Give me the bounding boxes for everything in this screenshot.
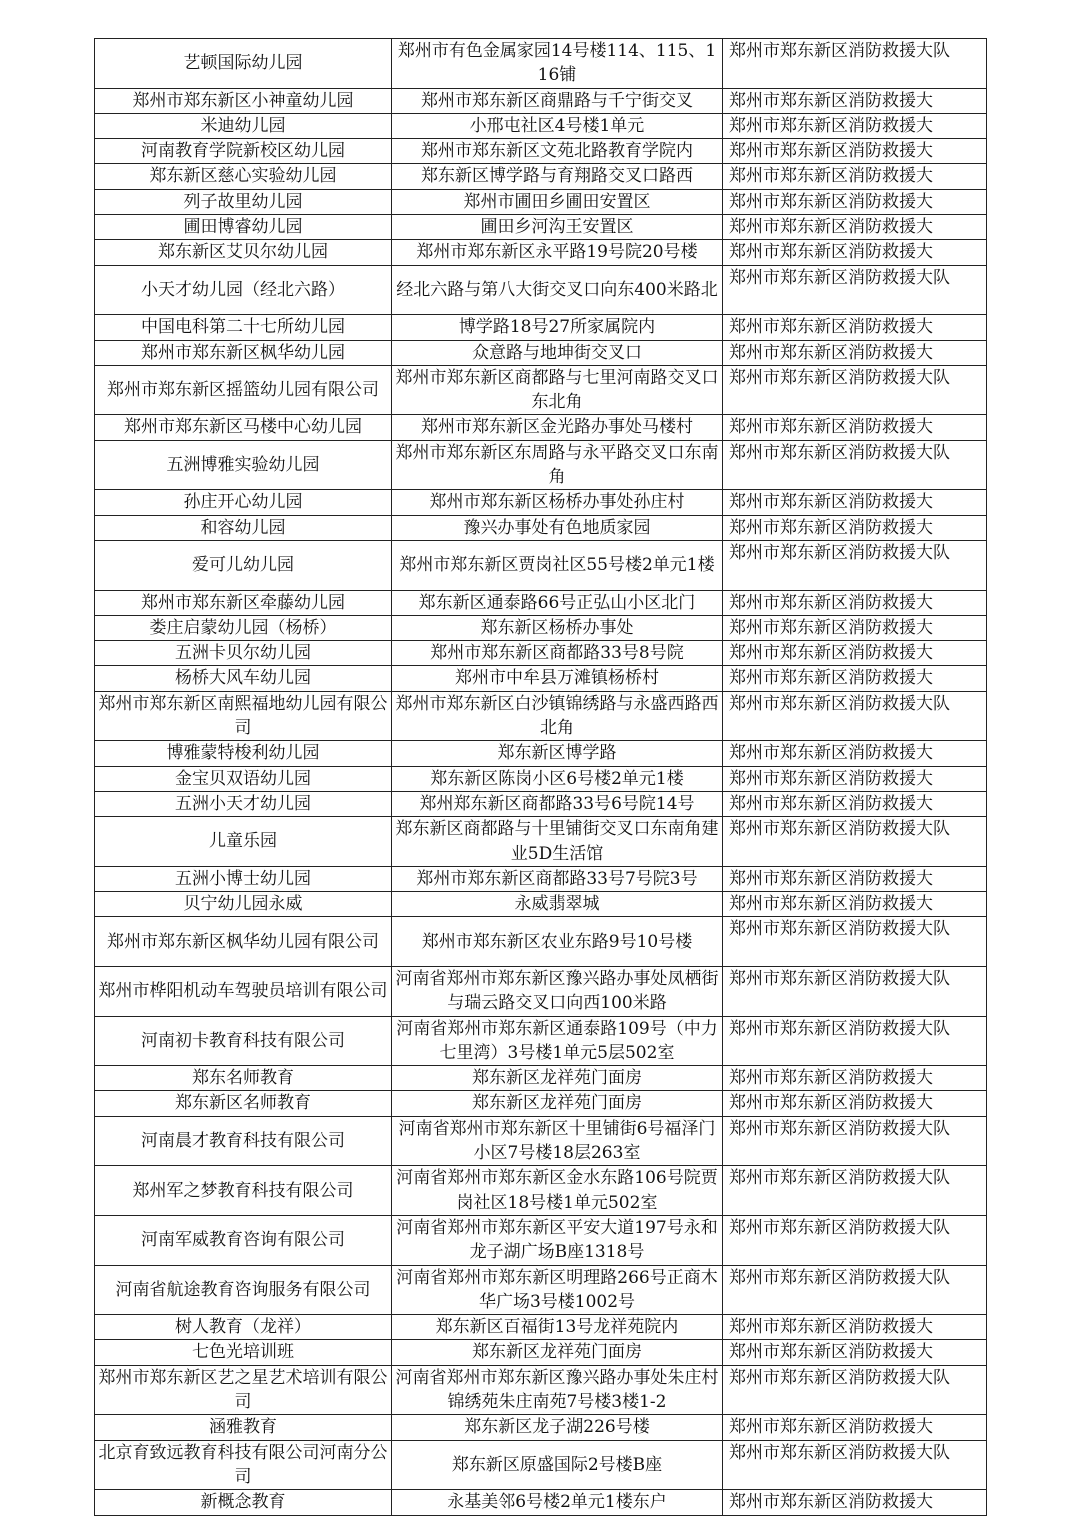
table-row xyxy=(95,490,987,515)
table-row xyxy=(95,1016,987,1066)
table-row xyxy=(95,741,987,766)
fire-brigade-cell: 郑州市郑东新区消防救援大队 xyxy=(723,1265,987,1315)
fire-brigade-cell: 郑州市郑东新区消防救援大队 xyxy=(723,966,987,1016)
fire-brigade-cell: 郑州市郑东新区消防救援大 xyxy=(723,1091,987,1116)
unit-name-cell: 郑东新区名师教育 xyxy=(95,1091,392,1116)
unit-name-cell: 郑州市郑东新区马楼中心幼儿园 xyxy=(95,415,392,440)
table-row xyxy=(95,1166,987,1216)
address-cell: 郑州市圃田乡圃田安置区 xyxy=(392,189,723,214)
address-cell: 郑州郑东新区商都路33号6号院14号 xyxy=(392,791,723,816)
address-cell: 豫兴办事处有色地质家园 xyxy=(392,515,723,540)
fire-brigade-cell: 郑州市郑东新区消防救援大队 xyxy=(723,1365,987,1415)
address-cell: 郑东新区博学路 xyxy=(392,741,723,766)
table-row xyxy=(95,817,987,867)
table-row xyxy=(95,440,987,490)
unit-name-cell: 郑东新区慈心实验幼儿园 xyxy=(95,164,392,189)
table-row xyxy=(95,39,987,89)
fire-brigade-cell: 郑州市郑东新区消防救援大队 xyxy=(723,1215,987,1265)
address-cell: 河南省郑州市郑东新区通泰路109号（中力七里湾）3号楼1单元5层502室 xyxy=(392,1016,723,1066)
table-row xyxy=(95,892,987,917)
fire-brigade-cell: 郑州市郑东新区消防救援大 xyxy=(723,315,987,340)
fire-brigade-cell: 郑州市郑东新区消防救援大队 xyxy=(723,917,987,967)
table-row xyxy=(95,966,987,1016)
unit-name-cell: 北京育致远教育科技有限公司河南分公司 xyxy=(95,1440,392,1490)
unit-name-cell: 涵雅教育 xyxy=(95,1415,392,1440)
table-row xyxy=(95,866,987,891)
fire-brigade-cell: 郑州市郑东新区消防救援大 xyxy=(723,490,987,515)
unit-name-cell: 河南军威教育咨询有限公司 xyxy=(95,1215,392,1265)
unit-name-cell: 五洲博雅实验幼儿园 xyxy=(95,440,392,490)
fire-brigade-cell: 郑州市郑东新区消防救援大 xyxy=(723,892,987,917)
table-row xyxy=(95,666,987,691)
fire-brigade-cell: 郑州市郑东新区消防救援大队 xyxy=(723,1116,987,1166)
address-cell: 圃田乡河沟王安置区 xyxy=(392,215,723,240)
unit-name-cell: 郑州市郑东新区枫华幼儿园有限公司 xyxy=(95,917,392,967)
address-cell: 郑东新区陈岗小区6号楼2单元1楼 xyxy=(392,766,723,791)
unit-name-cell: 孙庄开心幼儿园 xyxy=(95,490,392,515)
address-cell: 经北六路与第八大街交叉口向东400米路北 xyxy=(392,265,723,315)
unit-name-cell: 杨桥大风车幼儿园 xyxy=(95,666,392,691)
address-cell: 郑东新区龙祥苑门面房 xyxy=(392,1091,723,1116)
address-cell: 郑东新区商都路与十里铺街交叉口东南角建业5D生活馆 xyxy=(392,817,723,867)
table-row xyxy=(95,1440,987,1490)
table-row xyxy=(95,215,987,240)
unit-name-cell: 河南晨才教育科技有限公司 xyxy=(95,1116,392,1166)
table-row xyxy=(95,365,987,415)
unit-name-cell: 郑州军之梦教育科技有限公司 xyxy=(95,1166,392,1216)
address-cell: 郑州市郑东新区贾岗社区55号楼2单元1楼 xyxy=(392,540,723,590)
table-row xyxy=(95,315,987,340)
unit-name-cell: 小天才幼儿园（经北六路） xyxy=(95,265,392,315)
table-row xyxy=(95,641,987,666)
fire-brigade-cell: 郑州市郑东新区消防救援大队 xyxy=(723,440,987,490)
fire-brigade-cell: 郑州市郑东新区消防救援大队 xyxy=(723,1166,987,1216)
fire-brigade-cell: 郑州市郑东新区消防救援大 xyxy=(723,515,987,540)
address-cell: 博学路18号27所家属院内 xyxy=(392,315,723,340)
unit-name-cell: 娄庄启蒙幼儿园（杨桥） xyxy=(95,615,392,640)
fire-brigade-cell: 郑州市郑东新区消防救援大队 xyxy=(723,1440,987,1490)
unit-name-cell: 米迪幼儿园 xyxy=(95,113,392,138)
fire-brigade-cell: 郑州市郑东新区消防救援大 xyxy=(723,590,987,615)
table-row xyxy=(95,265,987,315)
unit-name-cell: 新概念教育 xyxy=(95,1490,392,1515)
fire-brigade-cell: 郑州市郑东新区消防救援大队 xyxy=(723,817,987,867)
address-cell: 河南省郑州市郑东新区金水东路106号院贾岗社区18号楼1单元502室 xyxy=(392,1166,723,1216)
table-row xyxy=(95,240,987,265)
table-row xyxy=(95,189,987,214)
unit-name-cell: 郑州市郑东新区南熙福地幼儿园有限公司 xyxy=(95,691,392,741)
address-cell: 郑东新区龙祥苑门面房 xyxy=(392,1340,723,1365)
unit-name-cell: 郑州市郑东新区小神童幼儿园 xyxy=(95,88,392,113)
address-cell: 郑州市郑东新区商都路33号7号院3号 xyxy=(392,866,723,891)
fire-brigade-cell: 郑州市郑东新区消防救援大队 xyxy=(723,365,987,415)
table-row xyxy=(95,113,987,138)
table-row xyxy=(95,415,987,440)
table-row xyxy=(95,1365,987,1415)
unit-name-cell: 七色光培训班 xyxy=(95,1340,392,1365)
unit-name-cell: 郑东名师教育 xyxy=(95,1066,392,1091)
unit-name-cell: 郑州市郑东新区枫华幼儿园 xyxy=(95,340,392,365)
table-row xyxy=(95,1490,987,1515)
address-cell: 郑州市郑东新区白沙镇锦绣路与永盛西路西北角 xyxy=(392,691,723,741)
address-cell: 郑东新区博学路与育翔路交叉口路西 xyxy=(392,164,723,189)
table-row xyxy=(95,1091,987,1116)
address-cell: 郑州市有色金属家园14号楼114、115、116铺 xyxy=(392,39,723,89)
address-cell: 河南省郑州市郑东新区明理路266号正商木华广场3号楼1002号 xyxy=(392,1265,723,1315)
fire-brigade-cell: 郑州市郑东新区消防救援大 xyxy=(723,1066,987,1091)
table-row xyxy=(95,691,987,741)
address-cell: 郑州市中牟县万滩镇杨桥村 xyxy=(392,666,723,691)
table-row xyxy=(95,515,987,540)
fire-brigade-cell: 郑州市郑东新区消防救援大 xyxy=(723,415,987,440)
unit-name-cell: 河南初卡教育科技有限公司 xyxy=(95,1016,392,1066)
unit-name-cell: 五洲小天才幼儿园 xyxy=(95,791,392,816)
unit-name-cell: 河南省航途教育咨询服务有限公司 xyxy=(95,1265,392,1315)
address-cell: 郑州市郑东新区文苑北路教育学院内 xyxy=(392,139,723,164)
unit-name-cell: 金宝贝双语幼儿园 xyxy=(95,766,392,791)
unit-name-cell: 郑州市郑东新区艺之星艺术培训有限公司 xyxy=(95,1365,392,1415)
unit-name-cell: 列子故里幼儿园 xyxy=(95,189,392,214)
table-row xyxy=(95,1265,987,1315)
fire-brigade-cell: 郑州市郑东新区消防救援大 xyxy=(723,791,987,816)
table-row xyxy=(95,1340,987,1365)
fire-brigade-cell: 郑州市郑东新区消防救援大 xyxy=(723,189,987,214)
address-cell: 郑州市郑东新区永平路19号院20号楼 xyxy=(392,240,723,265)
fire-brigade-cell: 郑州市郑东新区消防救援大 xyxy=(723,139,987,164)
fire-brigade-cell: 郑州市郑东新区消防救援大队 xyxy=(723,265,987,315)
unit-name-cell: 郑州市郑东新区摇篮幼儿园有限公司 xyxy=(95,365,392,415)
fire-brigade-cell: 郑州市郑东新区消防救援大 xyxy=(723,1415,987,1440)
address-cell: 河南省郑州市郑东新区十里铺街6号福泽门小区7号楼18层263室 xyxy=(392,1116,723,1166)
table-row xyxy=(95,1415,987,1440)
address-cell: 郑东新区通泰路66号正弘山小区北门 xyxy=(392,590,723,615)
fire-brigade-cell: 郑州市郑东新区消防救援大 xyxy=(723,641,987,666)
table-row xyxy=(95,590,987,615)
unit-name-cell: 郑州市桦阳机动车驾驶员培训有限公司 xyxy=(95,966,392,1016)
fire-brigade-cell: 郑州市郑东新区消防救援大队 xyxy=(723,540,987,590)
address-cell: 郑州市郑东新区商都路与七里河南路交叉口东北角 xyxy=(392,365,723,415)
address-cell: 郑东新区百福街13号龙祥苑院内 xyxy=(392,1315,723,1340)
unit-name-cell: 儿童乐园 xyxy=(95,817,392,867)
unit-name-cell: 博雅蒙特梭利幼儿园 xyxy=(95,741,392,766)
fire-brigade-cell: 郑州市郑东新区消防救援大 xyxy=(723,215,987,240)
unit-table xyxy=(94,38,987,1516)
address-cell: 河南省郑州市郑东新区豫兴路办事处朱庄村锦绣苑朱庄南苑7号楼3楼1-2 xyxy=(392,1365,723,1415)
fire-brigade-cell: 郑州市郑东新区消防救援大 xyxy=(723,88,987,113)
unit-name-cell: 河南教育学院新校区幼儿园 xyxy=(95,139,392,164)
address-cell: 小邢屯社区4号楼1单元 xyxy=(392,113,723,138)
unit-table-body xyxy=(95,39,987,1516)
address-cell: 郑州市郑东新区商鼎路与千宁街交叉 xyxy=(392,88,723,113)
address-cell: 郑州市郑东新区商都路33号8号院 xyxy=(392,641,723,666)
table-row xyxy=(95,1215,987,1265)
fire-brigade-cell: 郑州市郑东新区消防救援大 xyxy=(723,113,987,138)
fire-brigade-cell: 郑州市郑东新区消防救援大 xyxy=(723,766,987,791)
unit-name-cell: 艺顿国际幼儿园 xyxy=(95,39,392,89)
address-cell: 郑东新区龙祥苑门面房 xyxy=(392,1066,723,1091)
address-cell: 郑州市郑东新区东周路与永平路交叉口东南角 xyxy=(392,440,723,490)
table-row xyxy=(95,615,987,640)
fire-brigade-cell: 郑州市郑东新区消防救援大队 xyxy=(723,1016,987,1066)
unit-name-cell: 贝宁幼儿园永威 xyxy=(95,892,392,917)
unit-name-cell: 圃田博睿幼儿园 xyxy=(95,215,392,240)
unit-name-cell: 树人教育（龙祥） xyxy=(95,1315,392,1340)
fire-brigade-cell: 郑州市郑东新区消防救援大 xyxy=(723,866,987,891)
address-cell: 永基美邻6号楼2单元1楼东户 xyxy=(392,1490,723,1515)
address-cell: 郑东新区杨桥办事处 xyxy=(392,615,723,640)
address-cell: 河南省郑州市郑东新区豫兴路办事处凤栖街与瑞云路交叉口向西100米路 xyxy=(392,966,723,1016)
unit-name-cell: 和容幼儿园 xyxy=(95,515,392,540)
table-row xyxy=(95,766,987,791)
table-row xyxy=(95,791,987,816)
fire-brigade-cell: 郑州市郑东新区消防救援大 xyxy=(723,666,987,691)
fire-brigade-cell: 郑州市郑东新区消防救援大 xyxy=(723,1340,987,1365)
table-row xyxy=(95,1315,987,1340)
address-cell: 郑东新区原盛国际2号楼B座 xyxy=(392,1440,723,1490)
address-cell: 郑州市郑东新区农业东路9号10号楼 xyxy=(392,917,723,967)
table-row xyxy=(95,1066,987,1091)
address-cell: 河南省郑州市郑东新区平安大道197号永和龙子湖广场B座1318号 xyxy=(392,1215,723,1265)
table-row xyxy=(95,340,987,365)
table-row xyxy=(95,88,987,113)
table-row xyxy=(95,164,987,189)
unit-name-cell: 五洲卡贝尔幼儿园 xyxy=(95,641,392,666)
address-cell: 永威翡翠城 xyxy=(392,892,723,917)
table-row xyxy=(95,917,987,967)
unit-name-cell: 郑东新区艾贝尔幼儿园 xyxy=(95,240,392,265)
address-cell: 众意路与地坤街交叉口 xyxy=(392,340,723,365)
unit-name-cell: 五洲小博士幼儿园 xyxy=(95,866,392,891)
fire-brigade-cell: 郑州市郑东新区消防救援大 xyxy=(723,164,987,189)
unit-name-cell: 中国电科第二十七所幼儿园 xyxy=(95,315,392,340)
table-row xyxy=(95,139,987,164)
fire-brigade-cell: 郑州市郑东新区消防救援大 xyxy=(723,240,987,265)
fire-brigade-cell: 郑州市郑东新区消防救援大 xyxy=(723,340,987,365)
unit-name-cell: 郑州市郑东新区牵藤幼儿园 xyxy=(95,590,392,615)
unit-list-sheet xyxy=(94,38,986,1516)
unit-name-cell: 爱可儿幼儿园 xyxy=(95,540,392,590)
table-row xyxy=(95,540,987,590)
address-cell: 郑州市郑东新区杨桥办事处孙庄村 xyxy=(392,490,723,515)
address-cell: 郑州市郑东新区金光路办事处马楼村 xyxy=(392,415,723,440)
fire-brigade-cell: 郑州市郑东新区消防救援大 xyxy=(723,741,987,766)
fire-brigade-cell: 郑州市郑东新区消防救援大 xyxy=(723,615,987,640)
fire-brigade-cell: 郑州市郑东新区消防救援大队 xyxy=(723,39,987,89)
table-row xyxy=(95,1116,987,1166)
fire-brigade-cell: 郑州市郑东新区消防救援大 xyxy=(723,1315,987,1340)
fire-brigade-cell: 郑州市郑东新区消防救援大 xyxy=(723,1490,987,1515)
address-cell: 郑东新区龙子湖226号楼 xyxy=(392,1415,723,1440)
fire-brigade-cell: 郑州市郑东新区消防救援大队 xyxy=(723,691,987,741)
